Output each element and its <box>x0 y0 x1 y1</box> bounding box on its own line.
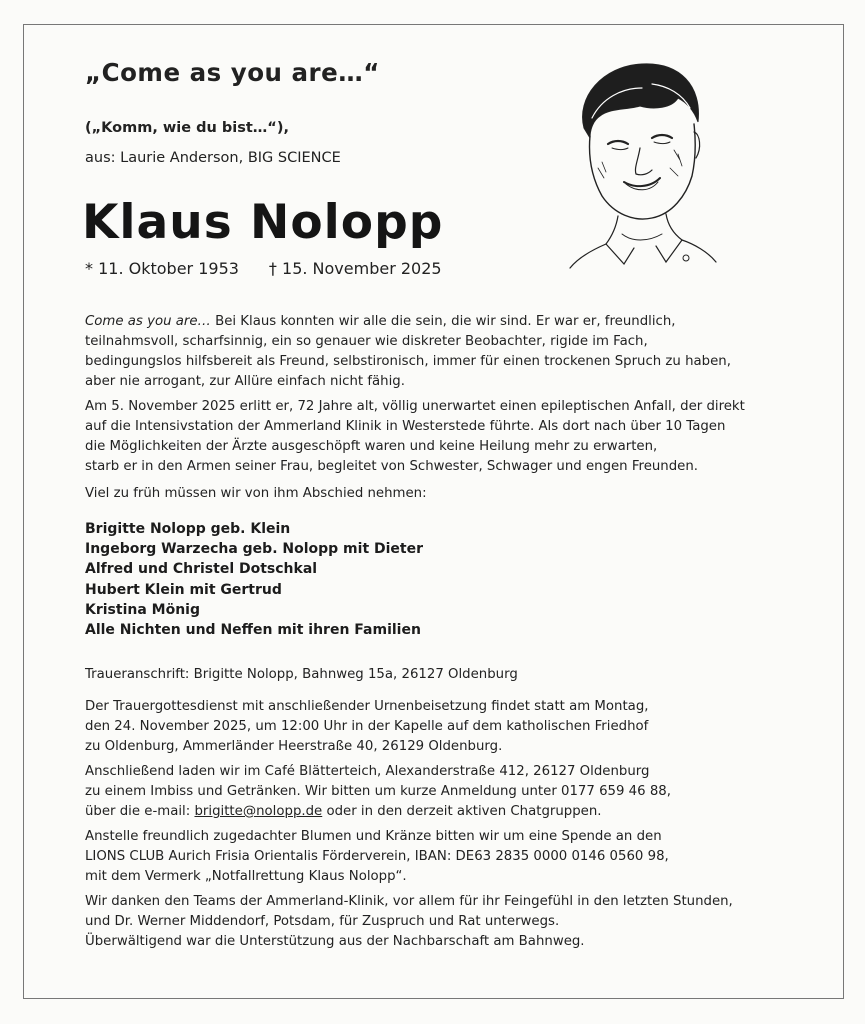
service-line: Der Trauergottesdienst mit anschließender Urnenbeisetzung findet statt am Montag, <box>85 699 649 714</box>
circumstances-paragraph <box>85 397 745 477</box>
birth-date: * 11. Oktober 1953 <box>85 259 239 278</box>
mourner: Brigitte Nolopp geb. Klein <box>85 521 291 537</box>
thanks-line: Überwältigend war die Unterstützung aus der Nachbarschaft am Bahnweg. <box>85 934 585 949</box>
mourner: Kristina Mönig <box>85 601 201 618</box>
life-dates <box>85 259 442 278</box>
donation-line: mit dem Vermerk „Notfallrettung Klaus Nolopp“. <box>85 869 407 884</box>
tribute-line: bedingungslos hilfsbereit als Freund, selbstironisch, immer für einen trockenen Spruch zu haben, <box>85 354 731 369</box>
mourner: Alfred und Christel Dotschkal <box>85 561 318 578</box>
tribute-line: teilnahmsvoll, scharfsinnig, ein so genauer wie diskreter Beobachter, rigide im Fach, <box>85 334 648 349</box>
tribute-line: aber nie arrogant, zur Allüre einfach nicht fähig. <box>85 374 405 389</box>
reception-paragraph <box>85 762 671 822</box>
service-line: zu Oldenburg, Ammerländer Heerstraße 40, 26129 Oldenburg. <box>85 739 503 754</box>
portrait-sketch-icon <box>562 58 718 270</box>
farewell-line: Viel zu früh müssen wir von ihm Abschied nehmen: <box>85 486 427 501</box>
circumstances-line: die Möglichkeiten der Ärzte ausgeschöpft waren und keine Heilung mehr zu erwarten, <box>85 439 658 454</box>
deceased-name: Klaus Nolopp <box>82 195 444 250</box>
circumstances-line: Am 5. November 2025 erlitt er, 72 Jahre alt, völlig unerwartet einen epileptischen Anfall, der direkt <box>85 399 745 414</box>
email-link[interactable]: brigitte@nolopp.de <box>194 804 323 819</box>
donation-paragraph <box>85 827 669 887</box>
motto-translation: („Komm, wie du bist…“), <box>85 120 289 136</box>
service-paragraph <box>85 697 649 757</box>
tribute-line: Come as you are… Bei Klaus konnten wir alle die sein, die wir sind. Er war er, freundlich, <box>85 314 676 329</box>
circumstances-line: starb er in den Armen seiner Frau, begleitet von Schwester, Schwager und engen Freunden. <box>85 459 699 474</box>
death-date: † 15. November 2025 <box>268 259 442 278</box>
tribute-lead: Come as you are… <box>85 314 211 329</box>
mourner: Hubert Klein mit Gertrud <box>85 581 282 598</box>
thanks-line: und Dr. Werner Middendorf, Potsdam, für Zuspruch und Rat unterwegs. <box>85 914 560 929</box>
mourner: Ingeborg Warzecha geb. Nolopp mit Dieter <box>85 541 424 558</box>
thanks-paragraph <box>85 892 733 952</box>
motto-heading: „Come as you are…“ <box>85 58 380 87</box>
mourner: Alle Nichten und Neffen mit ihren Familien <box>85 622 421 639</box>
donation-line: Anstelle freundlich zugedachter Blumen und Kränze bitten wir um eine Spende an den <box>85 829 662 844</box>
reception-line: zu einem Imbiss und Getränken. Wir bitten um kurze Anmeldung unter 0177 659 46 88, <box>85 784 671 799</box>
motto-source: aus: Laurie Anderson, BIG SCIENCE <box>85 150 341 166</box>
reception-line: Anschließend laden wir im Café Blätterteich, Alexanderstraße 412, 26127 Oldenburg <box>85 764 650 779</box>
service-line: den 24. November 2025, um 12:00 Uhr in der Kapelle auf dem katholischen Friedhof <box>85 719 649 734</box>
reception-line: über die e-mail: brigitte@nolopp.de oder in den derzeit aktiven Chatgruppen. <box>85 804 602 819</box>
mourners-list <box>85 519 423 640</box>
thanks-line: Wir danken den Teams der Ammerland-Klinik, vor allem für ihr Feingefühl in den letzten Stunden, <box>85 894 733 909</box>
mourning-address: Traueranschrift: Brigitte Nolopp, Bahnweg 15a, 26127 Oldenburg <box>85 667 518 682</box>
tribute-paragraph <box>85 312 731 392</box>
circumstances-line: auf die Intensivstation der Ammerland Klinik in Westerstede führte. Als dort nach über 10 Tagen <box>85 419 726 434</box>
donation-line: LIONS CLUB Aurich Frisia Orientalis Förderverein, IBAN: DE63 2835 0000 0146 0560 98, <box>85 849 669 864</box>
